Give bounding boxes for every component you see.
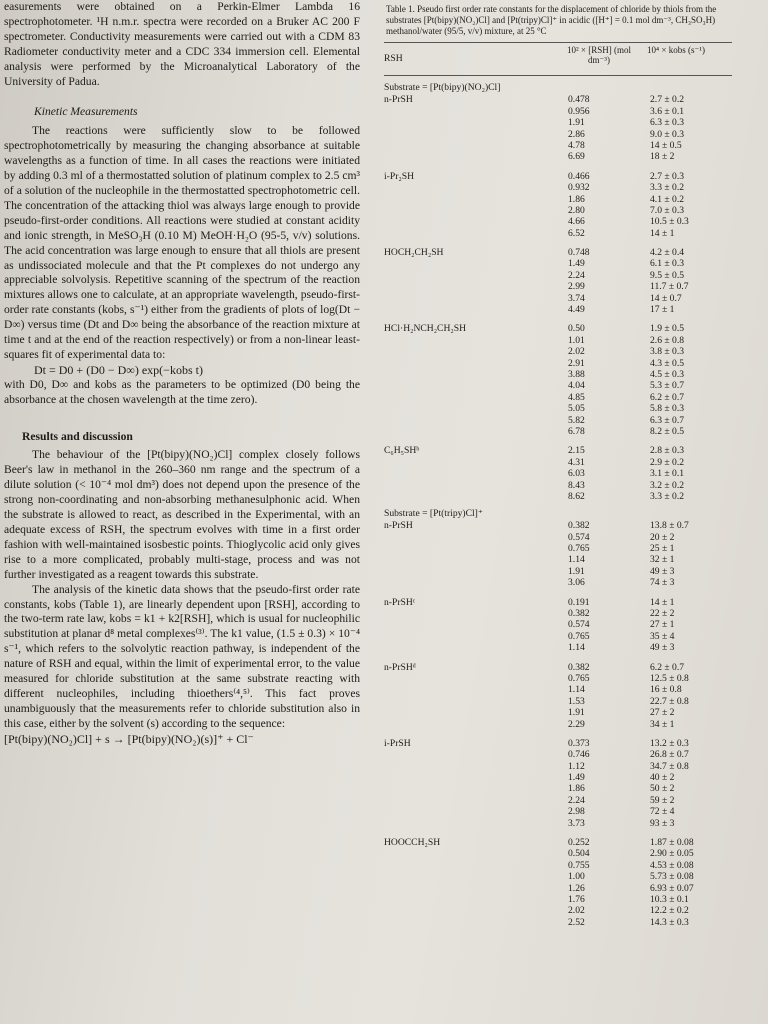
concentration-cell: 2.02 — [568, 905, 585, 917]
thiol-name: n-PrSH — [384, 94, 413, 106]
concentration-cell: 2.15 — [568, 445, 585, 457]
concentration-cell: 2.99 — [568, 281, 585, 293]
table-row — [568, 917, 744, 928]
table-row — [568, 171, 744, 182]
table-row — [568, 761, 744, 772]
table-row — [568, 577, 744, 588]
table-row — [568, 566, 744, 577]
concentration-cell: 0.382 — [568, 608, 590, 620]
table-row — [568, 818, 744, 829]
table-row — [568, 480, 744, 491]
kobs-cell: 25 ± 1 — [650, 543, 675, 555]
kobs-cell: 49 ± 3 — [650, 642, 675, 654]
concentration-cell: 1.14 — [568, 554, 585, 566]
kobs-cell: 22 ± 2 — [650, 608, 675, 620]
table-section — [384, 502, 744, 928]
thiol-group — [384, 520, 744, 588]
table-row — [568, 749, 744, 760]
concentration-cell: 1.26 — [568, 882, 585, 894]
kobs-cell: 2.9 ± 0.2 — [650, 456, 685, 468]
kobs-cell: 35 ± 4 — [650, 630, 675, 642]
concentration-cell: 1.91 — [568, 707, 585, 719]
kobs-cell: 6.3 ± 0.7 — [650, 414, 685, 426]
kobs-cell: 1.9 ± 0.5 — [650, 323, 685, 335]
kobs-cell: 6.2 ± 0.7 — [650, 661, 685, 673]
kobs-cell: 32 ± 1 — [650, 554, 675, 566]
kobs-cell: 16 ± 0.8 — [650, 684, 682, 696]
table-row — [568, 457, 744, 468]
concentration-cell: 0.382 — [568, 661, 590, 673]
table-row — [568, 304, 744, 315]
kobs-cell: 34 ± 1 — [650, 718, 675, 730]
concentration-cell: 0.755 — [568, 859, 590, 871]
equation-1-explanation: with D0, D∞ and kobs as the parameters to be optimized (D0 being the absorbance at the chosen wavelength at the time zero). — [4, 377, 360, 406]
kobs-cell: 1.87 ± 0.08 — [650, 837, 694, 849]
kobs-cell: 3.6 ± 0.1 — [650, 105, 685, 117]
table-row — [568, 619, 744, 630]
table-row — [568, 247, 744, 258]
table-row — [568, 129, 744, 140]
kobs-cell: 3.3 ± 0.2 — [650, 490, 685, 502]
kobs-cell: 50 ± 2 — [650, 783, 675, 795]
table-row — [568, 346, 744, 357]
table-row — [568, 216, 744, 227]
kobs-cell: 9.5 ± 0.5 — [650, 269, 685, 281]
kobs-cell: 14 ± 0.7 — [650, 292, 682, 304]
concentration-cell: 6.03 — [568, 468, 585, 480]
concentration-cell: 0.373 — [568, 737, 590, 749]
table-row — [568, 426, 744, 437]
concentration-cell: 0.765 — [568, 630, 590, 642]
concentration-cell: 2.86 — [568, 128, 585, 140]
kobs-cell: 13.2 ± 0.3 — [650, 737, 689, 749]
concentration-cell: 2.98 — [568, 806, 585, 818]
concentration-cell: 8.62 — [568, 490, 585, 502]
table-row — [568, 772, 744, 783]
concentration-cell: 3.88 — [568, 368, 585, 380]
kobs-cell: 74 ± 3 — [650, 577, 675, 589]
concentration-cell: 1.53 — [568, 695, 585, 707]
concentration-cell: 2.24 — [568, 794, 585, 806]
table-row — [568, 194, 744, 205]
table-row — [568, 323, 744, 334]
concentration-cell: 1.86 — [568, 783, 585, 795]
header-kobs: 10⁴ × kobs (s⁻¹) — [647, 45, 705, 56]
concentration-cell: 1.91 — [568, 117, 585, 129]
thiol-group — [384, 597, 744, 654]
thiol-name: i-PrSH — [384, 737, 411, 749]
kobs-cell: 2.6 ± 0.8 — [650, 334, 685, 346]
concentration-cell: 1.76 — [568, 894, 585, 905]
kobs-cell: 14.3 ± 0.3 — [650, 916, 689, 928]
concentration-cell: 3.74 — [568, 292, 585, 304]
concentration-cell: 2.80 — [568, 204, 585, 216]
table-row — [568, 871, 744, 882]
kobs-cell: 17 ± 1 — [650, 304, 675, 316]
table-row — [568, 520, 744, 531]
concentration-cell: 0.574 — [568, 619, 590, 631]
table-row — [568, 662, 744, 673]
kobs-cell: 8.2 ± 0.5 — [650, 425, 685, 437]
concentration-cell: 1.14 — [568, 684, 585, 696]
table-row — [568, 293, 744, 304]
kobs-cell: 72 ± 4 — [650, 806, 675, 818]
table-row — [568, 270, 744, 281]
table-row — [568, 403, 744, 414]
table-row — [568, 117, 744, 128]
table-row — [568, 358, 744, 369]
kobs-cell: 40 ± 2 — [650, 772, 675, 784]
kobs-cell: 27 ± 1 — [650, 619, 675, 631]
table-row — [568, 281, 744, 292]
thiol-group — [384, 247, 744, 315]
kobs-cell: 3.8 ± 0.3 — [650, 346, 685, 358]
concentration-cell: 1.49 — [568, 258, 585, 270]
equation-2: [Pt(bipy)(NO₂)Cl] + s → [Pt(bipy)(NO₂)(s)]⁺ + Cl⁻ — [4, 731, 254, 746]
results-heading: Results and discussion — [22, 429, 133, 443]
concentration-cell: 4.04 — [568, 380, 585, 392]
kobs-cell: 11.7 ± 0.7 — [650, 281, 689, 293]
kobs-cell: 26.8 ± 0.7 — [650, 749, 689, 761]
kinetic-heading: Kinetic Measurements — [34, 105, 138, 119]
table-row — [568, 860, 744, 871]
table-row — [568, 532, 744, 543]
table-row — [568, 673, 744, 684]
kobs-cell: 13.8 ± 0.7 — [650, 520, 689, 532]
table-row — [568, 806, 744, 817]
table-row — [568, 182, 744, 193]
table-row — [568, 543, 744, 554]
kobs-cell: 5.3 ± 0.7 — [650, 380, 685, 392]
thiol-group — [384, 171, 744, 239]
table-row — [568, 445, 744, 456]
kobs-cell: 5.8 ± 0.3 — [650, 403, 685, 415]
concentration-cell: 1.91 — [568, 565, 585, 577]
kobs-cell: 4.1 ± 0.2 — [650, 193, 685, 205]
kobs-cell: 4.3 ± 0.5 — [650, 357, 685, 369]
table-row — [568, 608, 744, 619]
table-row — [568, 837, 744, 848]
kobs-cell: 18 ± 2 — [650, 151, 675, 163]
concentration-cell: 0.748 — [568, 247, 590, 259]
kobs-cell: 3.3 ± 0.2 — [650, 182, 685, 194]
thiol-name: C₆H₅SHᵇ — [384, 445, 420, 457]
thiol-group — [384, 837, 744, 928]
table-header — [384, 42, 732, 76]
concentration-cell: 0.765 — [568, 672, 590, 684]
kobs-cell: 3.1 ± 0.1 — [650, 468, 685, 480]
kobs-cell: 27 ± 2 — [650, 707, 675, 719]
left-column — [4, 0, 360, 1024]
kobs-cell: 6.2 ± 0.7 — [650, 391, 685, 403]
table-caption: Table 1. Pseudo first order rate constants for the displacement of chloride by thiols from the substrates [Pt(bipy)(NO₂)Cl] and [Pt(tripy)Cl]⁺ in acidic ([H⁺] = 0.1 mol dm⁻³, CH₃SO₃H) methanol/water (95/5, v/v) mixture, at 25 °C — [386, 4, 717, 36]
kobs-cell: 7.0 ± 0.3 — [650, 204, 685, 216]
kobs-cell: 6.3 ± 0.3 — [650, 117, 685, 129]
kobs-cell: 4.5 ± 0.3 — [650, 368, 685, 380]
concentration-cell: 3.06 — [568, 577, 585, 589]
kobs-cell: 2.7 ± 0.3 — [650, 170, 685, 182]
table-row — [568, 151, 744, 162]
table-row — [568, 369, 744, 380]
table-row — [568, 258, 744, 269]
concentration-cell: 5.82 — [568, 414, 585, 426]
concentration-cell: 4.31 — [568, 456, 585, 468]
concentration-cell: 4.78 — [568, 139, 585, 151]
thiol-name: n-PrSHᵈ — [384, 661, 416, 673]
thiol-group — [384, 662, 744, 730]
concentration-cell: 2.29 — [568, 718, 585, 730]
table-row — [568, 597, 744, 608]
table-row — [568, 719, 744, 730]
kobs-cell: 6.1 ± 0.3 — [650, 258, 685, 270]
concentration-cell: 1.00 — [568, 871, 585, 883]
concentration-cell: 0.504 — [568, 848, 590, 860]
results-paragraph-1: The behaviour of the [Pt(bipy)(NO₂)Cl] complex closely follows Beer's law in methanol in the 260–360 nm range and the spectrum of a dilute solution (< 10⁻⁴ mol dm³) does not depend upon the presence of the strong non-coordinating and non-absorbing methanesulphonic acid. When the substrate is allowed to react, as described in the Experimental, with an adequate excess of RSH, the spectrum evolves with time in a first order fashion with well-maintained isosbestic points. Thioglycolic acid only gives rise to a more complicated, probably multi-stage, process and was not further investigated as a reagent towards this substrate. — [4, 448, 360, 581]
kobs-cell: 9.0 ± 0.3 — [650, 128, 685, 140]
table-row — [568, 94, 744, 105]
kinetic-paragraph: The reactions were sufficiently slow to be followed spectrophotometrically by measuring the changing absorbance at suitable wavelengths as a function of time. In all cases the reactions were initiated by adding 0.3 ml of a thermostatted solution of platinum complex to 2.5 cm³ of a solution of the nucleophile in the thermostatted spectrophotometric cell. The concentration of the attacking thiol was always large enough to provide pseudo-first-order conditions. All reactions were studied at constant acidity and ionic strength, in MeSO₃H (0.10 M) MeOH·H₂O (95-5, v/v) solutions. The acid concentration was large enough to ensure that all thiols are present as undissociated molecule and that the Pt complexes do not undergo any appreciable solvolysis. Repetitive scanning of the spectrum of the reaction mixtures allows one to calculate, at an appropriate wavelength, pseudo-first-order rate constants (kobs, s⁻¹) either from the gradients of plots of log(Dt − D∞) versus time (Dt and D∞ being the absorbance of the reaction mixture at time t and at the end of the reaction respectively) or from a non-linear least-squares fit of experimental data to: — [4, 124, 360, 361]
table-section — [384, 76, 744, 502]
kobs-cell: 4.2 ± 0.4 — [650, 247, 685, 259]
kobs-cell: 49 ± 3 — [650, 565, 675, 577]
kobs-cell: 6.93 ± 0.07 — [650, 882, 694, 894]
concentration-cell: 4.85 — [568, 391, 585, 403]
kobs-cell: 59 ± 2 — [650, 794, 675, 806]
table-row — [568, 642, 744, 653]
kobs-cell: 10.3 ± 0.1 — [650, 894, 689, 905]
kobs-cell: 4.53 ± 0.08 — [650, 859, 694, 871]
header-rsh: RSH — [384, 53, 403, 65]
concentration-cell: 0.932 — [568, 182, 590, 194]
kobs-cell: 20 ± 2 — [650, 531, 675, 543]
table-column — [372, 4, 764, 1022]
concentration-cell: 3.73 — [568, 817, 585, 829]
thiol-group — [384, 94, 744, 162]
kobs-cell: 12.2 ± 0.2 — [650, 905, 689, 917]
concentration-cell: 2.91 — [568, 357, 585, 369]
kobs-cell: 14 ± 0.5 — [650, 139, 682, 151]
table-row — [568, 707, 744, 718]
kobs-cell: 5.73 ± 0.08 — [650, 871, 694, 883]
concentration-cell: 8.43 — [568, 479, 585, 491]
experimental-intro: easurements were obtained on a Perkin-Elmer Lambda 16 spectrophotometer. ¹H n.m.r. spectra were recorded on a Bruker AC 200 F spectrometer. Conductivity measurements were carried out with a CDM 83 Radiometer conductivity meter and a CDC 334 immersion cell. Elemental analysis were performed by the Microanalytical Laboratory of the University of Padua. — [4, 0, 360, 88]
table-row — [568, 905, 744, 916]
concentration-cell: 1.49 — [568, 772, 585, 784]
thiol-name: HOCH₂CH₂SH — [384, 247, 444, 259]
concentration-cell: 6.69 — [568, 151, 585, 163]
table-row — [568, 415, 744, 426]
concentration-cell: 0.478 — [568, 94, 590, 106]
table-row — [568, 554, 744, 565]
table-row — [568, 106, 744, 117]
table-row — [568, 228, 744, 239]
substrate-label: Substrate = [Pt(tripy)Cl]⁺ — [384, 508, 483, 520]
kobs-cell: 22.7 ± 0.8 — [650, 695, 689, 707]
concentration-cell: 0.466 — [568, 170, 590, 182]
table-body — [372, 76, 764, 928]
concentration-cell: 4.49 — [568, 304, 585, 316]
concentration-cell: 4.66 — [568, 216, 585, 228]
table-row — [568, 205, 744, 216]
concentration-cell: 1.01 — [568, 334, 585, 346]
table-row — [568, 795, 744, 806]
kobs-cell: 14 ± 1 — [650, 227, 675, 239]
table-row — [568, 696, 744, 707]
kobs-cell: 12.5 ± 0.8 — [650, 672, 689, 684]
kobs-cell: 3.2 ± 0.2 — [650, 479, 685, 491]
header-concentration: 10² × [RSH] (mol dm⁻³) — [566, 45, 632, 66]
thiol-group — [384, 445, 744, 502]
kobs-cell: 93 ± 3 — [650, 817, 675, 829]
kobs-cell: 34.7 ± 0.8 — [650, 760, 689, 772]
concentration-cell: 6.78 — [568, 425, 585, 437]
concentration-cell: 2.02 — [568, 346, 585, 358]
thiol-name: i-Pr₂SH — [384, 170, 414, 182]
concentration-cell: 0.382 — [568, 520, 590, 532]
results-paragraph-2: The analysis of the kinetic data shows that the pseudo-first order rate constants, kobs (Table 1), are linearly dependent upon [RSH], according to the two-term rate law, kobs = k1 + k2[RSH], which is usual for nucleophilic substitution at planar d⁸ metal complexes⁽³⁾. The k1 value, (1.5 ± 0.3) × 10⁻⁴ s⁻¹, which refers to the solvolytic reaction pathway, is independent of the nature of RSH and equal, within the limit of experimental error, to the value measured for chloride substitution at the same substrate reacting with different nucleophiles, including thioethers⁽⁴,⁵⁾. This fact proves unambiguously that the measurements refer to chloride substitution also in this case, either by the solvent (s) according to the sequence: — [4, 582, 360, 730]
table-row — [568, 883, 744, 894]
concentration-cell: 0.746 — [568, 749, 590, 761]
concentration-cell: 0.50 — [568, 323, 585, 335]
table-row — [568, 738, 744, 749]
concentration-cell: 1.12 — [568, 760, 585, 772]
concentration-cell: 0.252 — [568, 837, 590, 849]
thiol-name: n-PrSHᶜ — [384, 596, 416, 608]
concentration-cell: 6.52 — [568, 227, 585, 239]
table-row — [568, 631, 744, 642]
substrate-label: Substrate = [Pt(bipy)(NO₂)Cl] — [384, 82, 501, 94]
concentration-cell: 0.956 — [568, 105, 590, 117]
table-row — [568, 468, 744, 479]
kobs-cell: 2.7 ± 0.2 — [650, 94, 685, 106]
table-row — [568, 392, 744, 403]
concentration-cell: 0.765 — [568, 543, 590, 555]
table-row — [568, 894, 744, 905]
kobs-cell: 2.8 ± 0.3 — [650, 445, 685, 457]
equation-1: Dt = D0 + (D0 − D∞) exp(−kobs t) — [34, 362, 203, 377]
concentration-cell: 2.52 — [568, 916, 585, 928]
thiol-name: HCl·H₂NCH₂CH₂SH — [384, 323, 466, 335]
thiol-name: n-PrSH — [384, 520, 413, 532]
table-row — [568, 491, 744, 502]
table-row — [568, 335, 744, 346]
table-row — [568, 848, 744, 859]
thiol-group — [384, 738, 744, 829]
concentration-cell: 5.05 — [568, 403, 585, 415]
concentration-cell: 1.14 — [568, 642, 585, 654]
concentration-cell: 0.574 — [568, 531, 590, 543]
thiol-name: HOOCCH₂SH — [384, 837, 441, 849]
kobs-cell: 2.90 ± 0.05 — [650, 848, 694, 860]
kobs-cell: 14 ± 1 — [650, 596, 675, 608]
concentration-cell: 1.86 — [568, 193, 585, 205]
table-row — [568, 783, 744, 794]
table-row — [568, 684, 744, 695]
concentration-cell: 0.191 — [568, 596, 590, 608]
thiol-group — [384, 323, 744, 437]
table-row — [568, 380, 744, 391]
kobs-cell: 10.5 ± 0.3 — [650, 216, 689, 228]
concentration-cell: 2.24 — [568, 269, 585, 281]
table-row — [568, 140, 744, 151]
